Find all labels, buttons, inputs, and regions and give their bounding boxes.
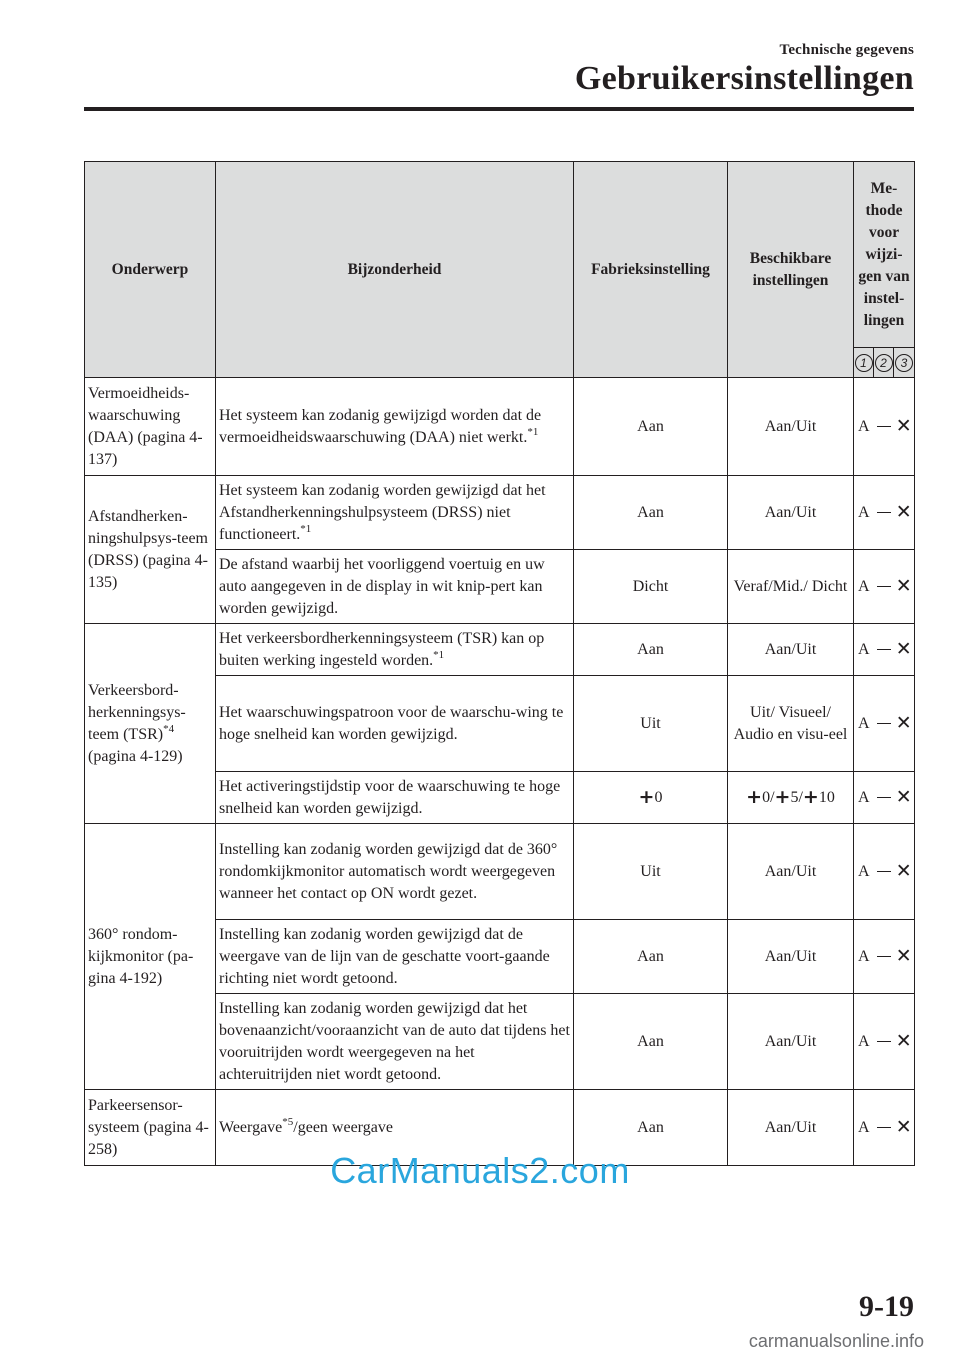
page-number: 9-19 (859, 1290, 914, 1323)
method-2-dash-icon (874, 476, 894, 550)
row-detail: Het waarschuwingspatroon voor de waarschu-wing te hoge snelheid kan worden gewijzigd. (216, 676, 574, 772)
method-1-value: A (854, 920, 874, 994)
method-1-value: A (854, 676, 874, 772)
row-factory-setting: +0 (574, 772, 728, 824)
row-factory-setting: Aan (574, 476, 728, 550)
method-3-cross-icon: ✕ (894, 824, 915, 920)
row-factory-setting: Dicht (574, 550, 728, 624)
row-factory-setting: Aan (574, 920, 728, 994)
method-2-dash-icon (874, 920, 894, 994)
row-detail: Instelling kan zodanig worden gewijzigd dat de 360° rondomkijkmonitor automatisch wordt weergegeven wanneer het contact op ON wordt gezet. (216, 824, 574, 920)
method-3-cross-icon: ✕ (894, 772, 915, 824)
method-number-3: 3 (894, 348, 915, 378)
row-available-settings: Aan/Uit (728, 920, 854, 994)
method-number-2: 2 (874, 348, 894, 378)
table-row (85, 824, 915, 920)
column-header-available: Beschikbare instellingen (728, 162, 854, 378)
method-1-value: A (854, 1090, 874, 1166)
row-available-settings: Aan/Uit (728, 1090, 854, 1166)
column-header-subject: Onderwerp (85, 162, 216, 378)
column-header-factory: Fabrieksinstelling (574, 162, 728, 378)
method-2-dash-icon (874, 550, 894, 624)
row-detail: Instelling kan zodanig worden gewijzigd dat de weergave van de lijn van de geschatte voort-gaande richting niet wordt getoond. (216, 920, 574, 994)
row-factory-setting: Uit (574, 676, 728, 772)
method-2-dash-icon (874, 772, 894, 824)
row-subject: Parkeersensor-systeem (pagina 4-258) (85, 1090, 216, 1166)
method-1-value: A (854, 624, 874, 676)
table-row (85, 476, 915, 550)
footer-watermark: carmanualsonline.info (748, 1331, 924, 1351)
column-header-method: Me-thode voor wijzi-gen van instel-lingen (854, 162, 915, 348)
row-available-settings: Aan/Uit (728, 476, 854, 550)
plus-icon: + (802, 786, 819, 808)
method-3-cross-icon: ✕ (894, 550, 915, 624)
method-2-dash-icon (874, 624, 894, 676)
method-1-value: A (854, 824, 874, 920)
row-detail: Het systeem kan zodanig gewijzigd worden dat de vermoeidheidswaarschuwing (DAA) niet werkt.$^{*1}$ (216, 378, 574, 476)
page-title: Gebruikersinstellingen (574, 60, 914, 97)
method-3-cross-icon: ✕ (894, 676, 915, 772)
row-detail: Het verkeersbordherkenningsysteem (TSR) kan op buiten werking ingesteld worden.$^{*1}$ (216, 624, 574, 676)
row-detail: Instelling kan zodanig worden gewijzigd dat het bovenaanzicht/vooraanzicht van de auto dat tijdens het vooruitrijden wordt weergegeven na het achteruitrijden niet wordt getoond. (216, 994, 574, 1090)
table-row (85, 624, 915, 676)
method-3-cross-icon: ✕ (894, 476, 915, 550)
plus-icon: + (638, 786, 655, 808)
row-available-settings: Aan/Uit (728, 994, 854, 1090)
row-detail: Weergave$^{*5}$/geen weergave (216, 1090, 574, 1166)
method-number-1: 1 (854, 348, 874, 378)
row-available-settings: Aan/Uit (728, 824, 854, 920)
method-1-value: A (854, 994, 874, 1090)
row-available-settings: Aan/Uit (728, 624, 854, 676)
row-subject: Verkeersbord-herkenningsys-teem (TSR)$^{*4}$ (pagina 4-129) (85, 624, 216, 824)
settings-table (84, 161, 915, 1166)
row-available-settings: Aan/Uit (728, 378, 854, 476)
header-rule (84, 107, 914, 111)
row-subject: Vermoeidheids-waarschuwing (DAA) (pagina 4-137) (85, 378, 216, 476)
row-factory-setting: Uit (574, 824, 728, 920)
column-header-detail: Bijzonderheid (216, 162, 574, 378)
method-3-cross-icon: ✕ (894, 378, 915, 476)
row-factory-setting: Aan (574, 994, 728, 1090)
row-detail: De afstand waarbij het voorliggend voertuig en uw auto aangegeven in de display in wit knip-pert kan worden gewijzigd. (216, 550, 574, 624)
method-1-value: A (854, 772, 874, 824)
method-3-cross-icon: ✕ (894, 624, 915, 676)
row-available-settings: Veraf/Mid./ Dicht (728, 550, 854, 624)
method-3-cross-icon: ✕ (894, 920, 915, 994)
row-factory-setting: Aan (574, 378, 728, 476)
row-detail: Het activeringstijdstip voor de waarschuwing te hoge snelheid kan worden gewijzigd. (216, 772, 574, 824)
method-1-value: A (854, 378, 874, 476)
row-subject: Afstandherken-ningshulpsys-teem (DRSS) (pagina 4-135) (85, 476, 216, 624)
row-available-settings: +0/+5/+10 (728, 772, 854, 824)
row-subject: 360° rondom-kijkmonitor (pa-gina 4-192) (85, 824, 216, 1090)
row-factory-setting: Aan (574, 1090, 728, 1166)
method-1-value: A (854, 476, 874, 550)
table-row (85, 378, 915, 476)
plus-icon: + (746, 786, 763, 808)
method-3-cross-icon: ✕ (894, 1090, 915, 1166)
row-detail: Het systeem kan zodanig worden gewijzigd dat het Afstandherkenningshulpsysteem (DRSS) niet functioneert.$^{*1}$ (216, 476, 574, 550)
method-2-dash-icon (874, 824, 894, 920)
method-2-dash-icon (874, 994, 894, 1090)
method-2-dash-icon (874, 378, 894, 476)
plus-icon: + (774, 786, 791, 808)
section-title: Technische gegevens (779, 42, 914, 58)
watermark: CarManuals2.com (330, 1150, 630, 1191)
method-1-value: A (854, 550, 874, 624)
row-factory-setting: Aan (574, 624, 728, 676)
method-3-cross-icon: ✕ (894, 994, 915, 1090)
method-2-dash-icon (874, 676, 894, 772)
row-available-settings: Uit/ Visueel/ Audio en visu-eel (728, 676, 854, 772)
